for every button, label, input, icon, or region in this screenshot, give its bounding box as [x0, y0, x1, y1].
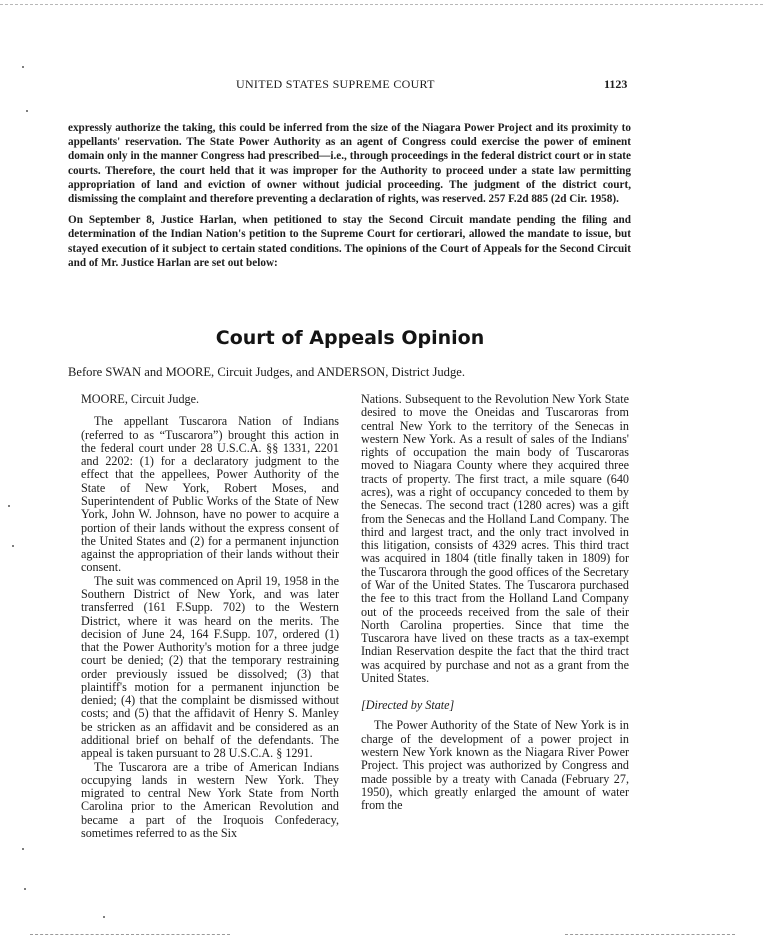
scan-speck	[12, 545, 14, 547]
scan-speck	[22, 66, 24, 68]
body-paragraph: The Power Authority of the State of New York is in charge of the development of a power project in western New York known as the Niagara River Power Project. This project was authorized by Congress and made possible by a treaty with Canada (February 27, 1950), which greatly enlarged the amount of water from the	[361, 718, 629, 813]
section-subheading: [Directed by State]	[361, 698, 455, 713]
body-paragraph: The suit was commenced on April 19, 1958 in the Southern District of New York, and was later transferred (161 F.Supp. 702) to the Western District, where it was heard on the merits. The decision of June 24, 164 F.Supp. 107, ordered (1) that the Power Authority's motion for a three judge court be denied; (2) that the temporary restraining order previously issued be dissolved; (3) that plaintiff's motion for a permanent injunction be denied; (4) that the complaint be dismissed without costs; and (5) that the affidavit of Henry S. Manley be stricken as an affidavit and be considered as an additional brief on behalf of the defendants. The appeal is taken pursuant to 28 U.S.C.A. § 1291.	[81, 573, 339, 761]
scan-speck	[26, 110, 28, 112]
running-head: UNITED STATES SUPREME COURT	[236, 77, 435, 91]
headnote	[68, 121, 631, 277]
scan-speck	[22, 848, 24, 850]
left-column	[81, 393, 339, 840]
bottom-edge-rule	[30, 934, 230, 935]
bench-line: Before SWAN and MOORE, Circuit Judges, and ANDERSON, District Judge.	[68, 365, 466, 379]
scan-speck	[8, 505, 10, 507]
judge-name: MOORE, Circuit Judge.	[81, 392, 200, 406]
body-paragraph: Nations. Subsequent to the Revolution New York State desired to move the Oneidas and Tuscaroras from central New York to the territory of the Senecas in western New York. As a result of sales of the Indians' rights of occupation the main body of Tuscaroras moved to Niagara County where they acquired three tracts of property. The first tract, a mile square (640 acres), was a right of occupancy conceded to them by the Senecas. The second tract (1280 acres) was a gift from the Senecas and the Holland Land Company. The third and largest tract, and the only tract involved in this litigation, consists of 4329 acres. This third tract was acquired in 1804 (title finally taken in 1809) for the Tuscarora through the good offices of the Secretary of War of the United States. The Tuscarora purchased the fee to this tract from the Holland Land Company out of the proceeds received from the sale of their North Carolina properties. Since that time the Tuscarora have lived on these tracts as a tax-exempt Indian Reservation despite the fact that the third tract was acquired by purchase and not as a grant from the United States.	[361, 392, 629, 685]
scan-speck	[24, 888, 26, 890]
page-number: 1123	[604, 77, 628, 91]
right-column	[361, 393, 629, 812]
headnote-paragraph: On September 8, Justice Harlan, when petitioned to stay the Second Circuit mandate pending the filing and determination of the Indian Nation's petition to the Supreme Court for certiorari, allowed the mandate to issue, but stayed execution of it subject to certain stated conditions. The opinions of the Court of Appeals for the Second Circuit and of Mr. Justice Harlan are set out below:	[68, 214, 631, 269]
body-paragraph: The Tuscarora are a tribe of American Indians occupying lands in western New York. They migrated to central New York State from North Carolina prior to the American Revolution and became a part of the Iroquois Confederacy, sometimes referred to as the Six	[81, 759, 339, 840]
bottom-edge-rule	[565, 934, 735, 935]
opinion-title: Court of Appeals Opinion	[215, 327, 485, 349]
headnote-paragraph: expressly authorize the taking, this could be inferred from the size of the Niagara Power Project and its proximity to appellants' reservation. The State Power Authority as an agent of Congress could exercise the power of eminent domain only in the manner Congress had prescribed—i.e., through proceedings in the federal district court or in state courts. Therefore, the court held that it was improper for the Authority to proceed under a state law permitting appropriation of land and eviction of owner without judicial proceeding. The judgment of the district court, dismissing the complaint and therefore preventing a declaration of rights, was reserved. 257 F.2d 885 (2d Cir. 1958).	[68, 122, 631, 206]
page-header	[0, 77, 763, 95]
scan-speck	[103, 916, 105, 918]
body-paragraph: The appellant Tuscarora Nation of Indians (referred to as “Tuscarora”) brought this action in the federal court under 28 U.S.C.A. §§ 1331, 2201 and 2202: (1) for a declaratory judgment to the effect that the appellees, Power Authority of the State of New York, Robert Moses, and Superintendent of Public Works of the State of New York, John W. Johnson, have no power to acquire a portion of their lands without the express consent of the United States and (2) for a permanent injunction against the appropriation of their lands without their consent.	[81, 414, 339, 575]
top-edge-rule	[0, 4, 763, 5]
